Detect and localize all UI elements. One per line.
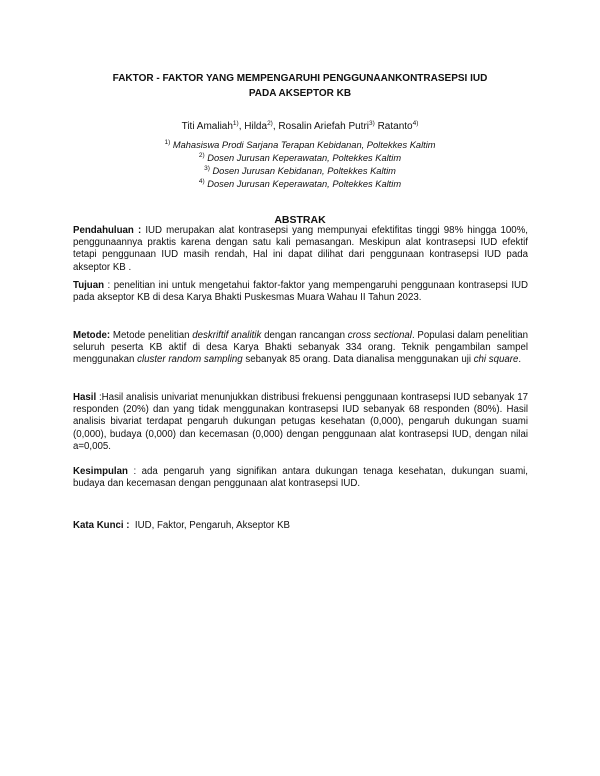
section-text: : penelitian ini untuk mengetahui faktor-faktor yang mempengaruhi penggunaan kontrasepsi IUD pada akseptor KB di desa Karya Bhakti Puskesmas Muara Wahau II Tahun 2023.: [73, 280, 528, 304]
author-name: Hilda: [244, 121, 268, 132]
affiliation: $^{4)}$ Dosen Jurusan Keperawatan, Poltekkes Kaltim: [198, 178, 402, 189]
author-affil-mark: 2): [267, 120, 273, 127]
section-pendahuluan: [73, 225, 528, 274]
section-label: Kesimpulan: [73, 466, 128, 477]
section-metode: Metode: Metode penelitian deskriftif analitik dengan rancangan cross sectional. Populasi dalam penelitian seluruh peserta KB aktif di desa Karya Bhakti sebanyak 334 orang. Teknik pengambilan sampel menggunakan cluster random sampling sebanyak 85 orang. Data dianalisa menggunakan uji chi square.: [73, 330, 528, 366]
section-text: :Hasil analisis univariat menunjukkan distribusi frekuensi penggunaan kontrasepsi IUD sebanyak 17 responden (20%) dan yang tidak menggunakan kontrasepsi IUD sebanyak 68 responden (80%). Hasil analisis bivariat terdapat pengaruh dukungan petugas kesehatan (0,000), pengaruh dukungan suami (0,000), budaya (0,000) dan kecemasan (0,000) dengan penggunaan alat kontrasepsi IUD, dengan nilai a=0,005.: [73, 392, 528, 452]
section-label: Hasil: [73, 392, 97, 403]
author-affil-mark: 4): [412, 120, 419, 127]
keywords: [73, 520, 528, 532]
section-kesimpulan: [73, 466, 528, 490]
abstract-heading: ABSTRAK: [274, 214, 326, 226]
keywords-label: Kata Kunci :: [73, 520, 130, 531]
author-affil-mark: 3): [369, 120, 375, 127]
affiliation: $^{2)}$ Dosen Jurusan Keperawatan, Poltekkes Kaltim: [198, 152, 402, 163]
affiliation: $^{1)}$ Mahasiswa Prodi Sarjana Terapan Kebidanan, Poltekkes Kaltim: [164, 139, 436, 150]
section-hasil: [73, 392, 528, 453]
title-line-2: PADA AKSEPTOR KB: [248, 88, 352, 99]
affiliation-list: [60, 139, 540, 191]
section-label: Tujuan: [73, 280, 105, 291]
paper-title: [60, 71, 540, 101]
author-name: Rosalin Ariefah Putri: [278, 121, 370, 132]
title-line-1: FAKTOR - FAKTOR YANG MEMPENGARUHI PENGGUNAANKONTRASEPSI IUD: [112, 73, 488, 84]
section-tujuan: [73, 280, 528, 304]
author-name: Ratanto: [377, 121, 413, 132]
author-list: Titi Amaliah$^{1)}$, Hilda$^{2)}$, Rosalin Ariefah Putri$^{3)}$ Ratanto$^{4)}$: [181, 120, 419, 132]
section-text: : ada pengaruh yang signifikan antara dukungan tenaga kesehatan, dukungan suami, budaya dan kecemasan dengan penggunaan alat kontrasepsi IUD.: [73, 466, 528, 490]
section-text: IUD merupakan alat kontrasepsi yang mempunyai efektifitas tinggi 98% hingga 100%, penggunaannya praktis karena dengan satu kali pemasangan. Meskipun alat kontrasepsi IUD efektif tetapi penggunaan IUD masih rendah, Hal ini dapat dilihat dari penggunaan kontrasepsi IUD pada akseptor KB .: [73, 225, 528, 273]
author-affil-mark: 1): [232, 120, 239, 127]
section-label: Metode:: [73, 330, 111, 341]
affiliation: $^{3)}$ Dosen Jurusan Kebidanan, Poltekkes Kaltim: [204, 165, 396, 176]
keywords-text: IUD, Faktor, Pengaruh, Akseptor KB: [134, 520, 290, 531]
author-name: Titi Amaliah: [181, 121, 233, 132]
section-label: Pendahuluan :: [73, 225, 142, 236]
